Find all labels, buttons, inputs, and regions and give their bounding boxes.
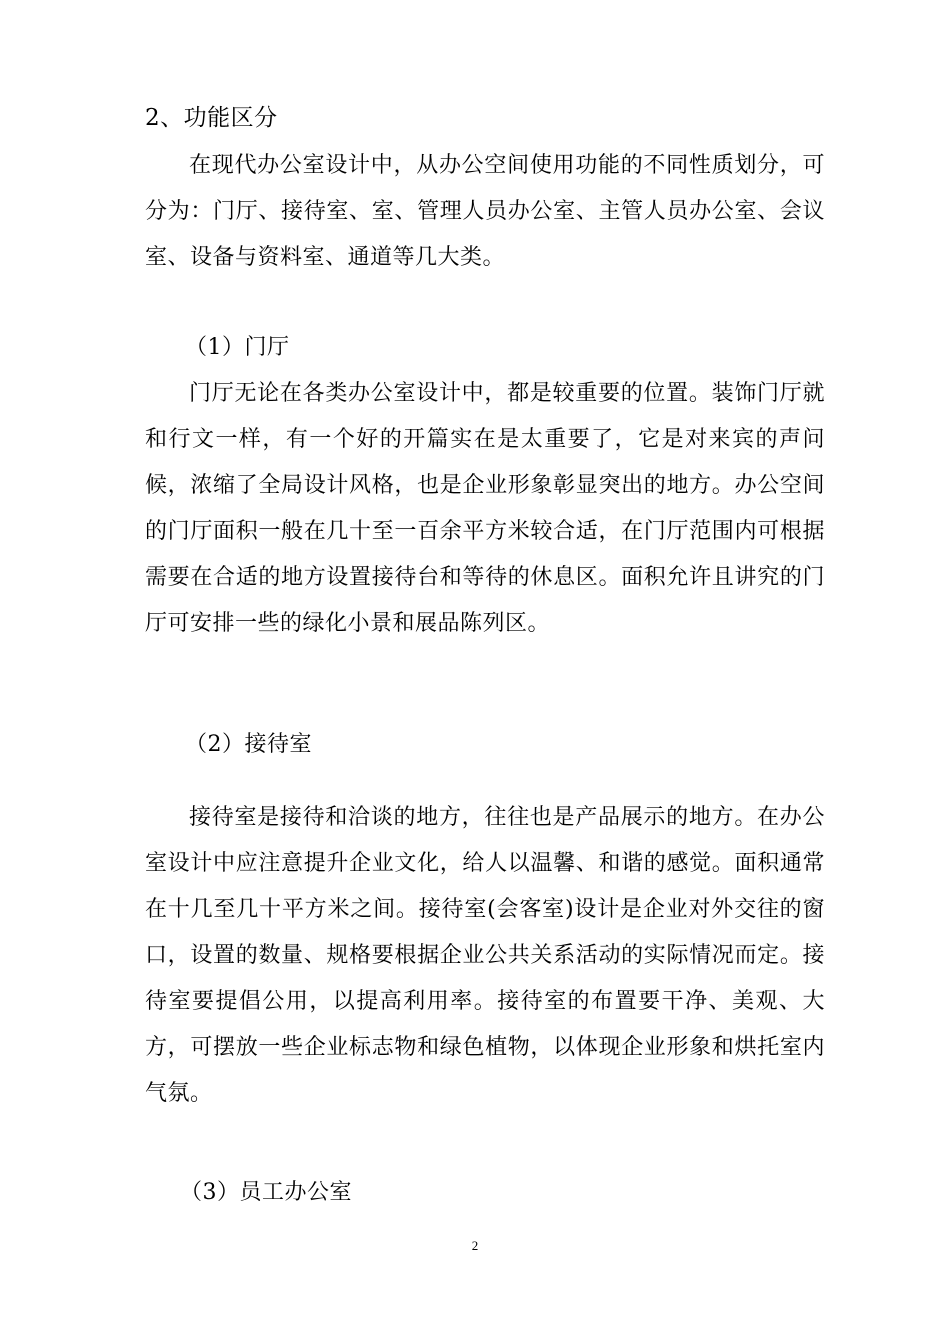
subsection-body-reception: 接待室是接待和洽谈的地方，往往也是产品展示的地方。在办公室设计中应注意提升企业文化，给人以温馨、和谐的感觉。面积通常在十几至几十平方米之间。接待室(会客室)设计是企业对外交往的窗口，设置的数量、规格要根据企业公共关系活动的实际情况而定。接待室要提倡公用，以提高利用率。接待室的布置要干净、美观、大方，可摆放一些企业标志物和绿色植物，以体现企业形象和烘托室内气氛。	[145, 805, 825, 1106]
page-number: 2	[471, 1238, 479, 1253]
section-title: 2、功能区分	[145, 105, 278, 131]
intro-paragraph: 在现代办公室设计中，从办公空间使用功能的不同性质划分，可分为：门厅、接待室、室、管理人员办公室、主管人员办公室、会议室、设备与资料室、通道等几大类。	[145, 153, 825, 270]
subsection-heading-reception: （2）接待室	[185, 732, 312, 757]
subsection-heading-lobby: （1）门厅	[185, 335, 290, 360]
subsection-body-lobby: 门厅无论在各类办公室设计中，都是较重要的位置。装饰门厅就和行文一样，有一个好的开篇实在是太重要了，它是对来宾的声问候，浓缩了全局设计风格，也是企业形象彰显突出的地方。办公空间的门厅面积一般在几十至一百余平方米较合适，在门厅范围内可根据需要在合适的地方设置接待台和等待的休息区。面积允许且讲究的门厅可安排一些的绿化小景和展品陈列区。	[145, 381, 825, 636]
subsection-heading-staff-office: （3）员工办公室	[180, 1180, 352, 1205]
